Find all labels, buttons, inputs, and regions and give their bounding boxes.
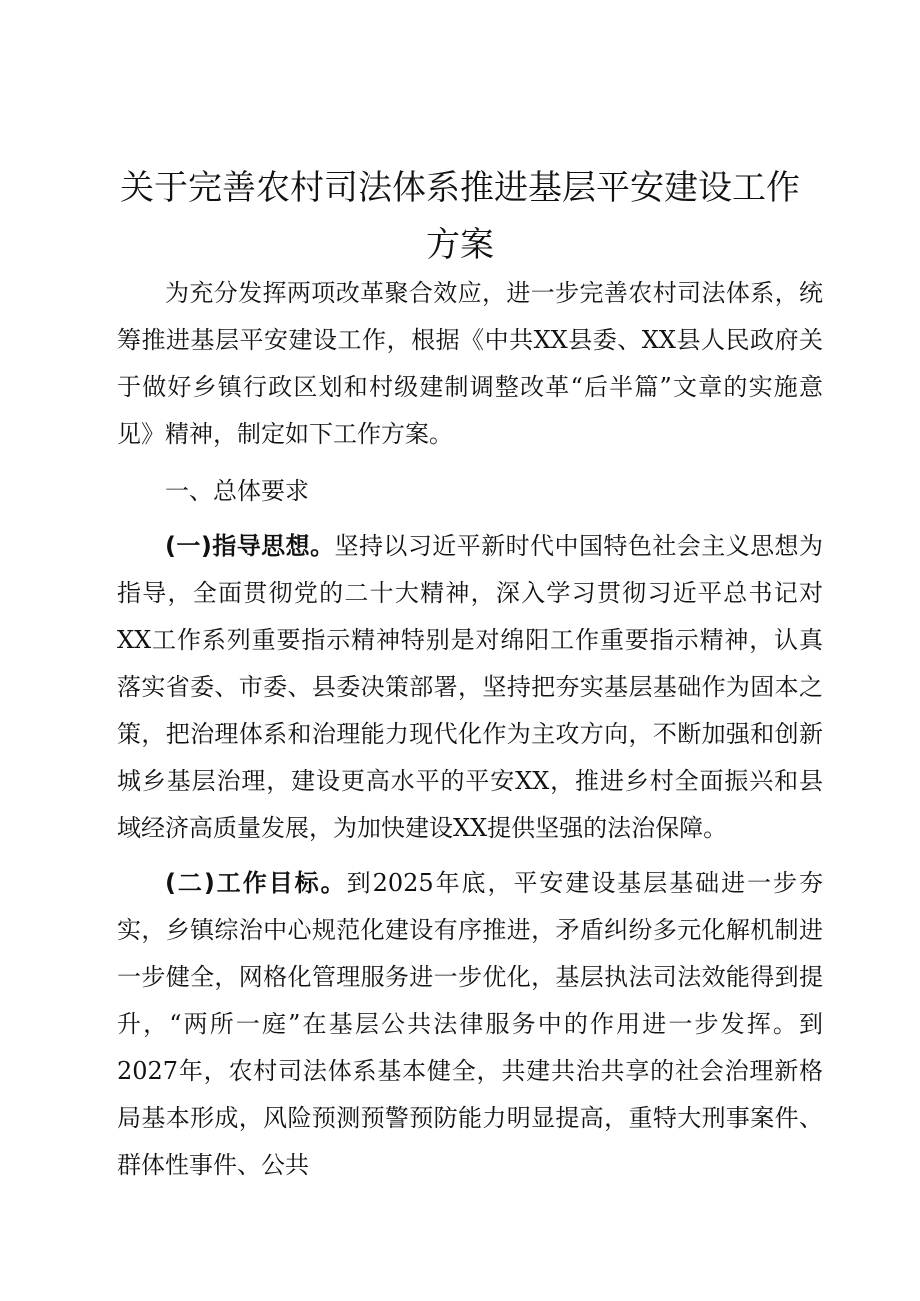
work-goals-lead: (二)工作目标。 [165,869,347,897]
guiding-ideology-paragraph [117,523,823,852]
guiding-ideology-text: 坚持以习近平新时代中国特色社会主义思想为指导，全面贯彻党的二十大精神，深入学习贯彻习近平总书记对XX工作系列重要指示精神特别是对绵阳工作重要指示精神，认真落实省委、市委、县委决策部署，坚持把夯实基层基础作为固本之策，把治理体系和治理能力现代化作为主攻方向，不断加强和创新城乡基层治理，建设更高水平的平安XX，推进乡村全面振兴和县域经济高质量发展，为加快建设XX提供坚强的法治保障。 [117,532,824,842]
title-line-1: 关于完善农村司法体系推进基层平安建设工作 [120,168,800,208]
work-goals-text: 到2025年底，平安建设基层基础进一步夯实，乡镇综治中心规范化建设有序推进，矛盾纠纷多元化解机制进一步健全，网格化管理服务进一步优化，基层执法司法效能得到提升，“两所一庭”在基层公共法律服务中的作用进一步发挥。到2027年，农村司法体系基本健全，共建共治共享的社会治理新格局基本形成，风险预测预警预防能力明显提高，重特大刑事案件、群体性事件、公共 [117,869,824,1179]
title-line-2: 方案 [426,225,494,265]
section-heading-general-requirements: 一、总体要求 [165,477,309,505]
document-body [117,270,823,1189]
work-goals-paragraph [117,860,823,1189]
guiding-ideology-lead: (一)指导思想。 [165,532,335,560]
intro-paragraph: 为充分发挥两项改革聚合效应，进一步完善农村司法体系，统筹推进基层平安建设工作，根据《中共XX县委、XX县人民政府关于做好乡镇行政区划和村级建制调整改革“后半篇”文章的实施意见》精神，制定如下工作方案。 [117,279,823,448]
document-title [100,160,820,274]
